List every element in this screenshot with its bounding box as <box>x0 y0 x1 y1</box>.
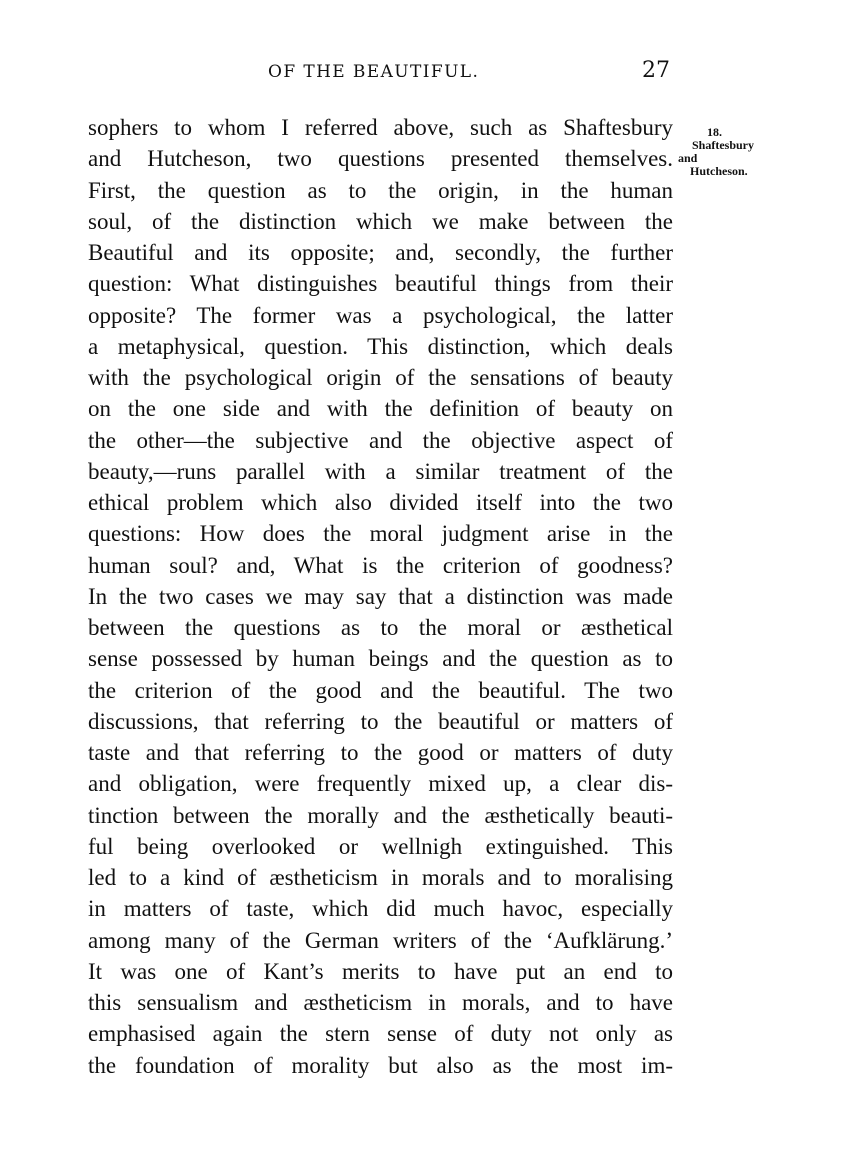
text-line: with the psychological origin of the sensations of beauty <box>88 365 673 390</box>
text-line: between the questions as to the moral or æsthetical <box>88 615 673 640</box>
text-line: and obligation, were frequently mixed up, a clear dis- <box>88 771 673 797</box>
margin-note-line: Hutcheson. <box>690 164 748 178</box>
text-line: a metaphysical, question. This distinction, which deals <box>88 333 673 359</box>
text-line: sophers to whom I referred above, such as Shaftesbury <box>88 115 673 140</box>
text-line: ethical problem which also divided itself into the two <box>88 490 673 515</box>
text-line: led to a kind of æstheticism in morals and to moralising <box>88 865 673 890</box>
text-line: First, the question as to the origin, in the human <box>88 177 673 203</box>
text-line: the criterion of the good and the beautiful. The two <box>88 677 673 703</box>
text-line: emphasised again the stern sense of duty not only as <box>88 1021 673 1047</box>
running-header-title: OF THE BEAUTIFUL. <box>268 62 480 82</box>
margin-note-line: and <box>678 151 698 165</box>
margin-note-line: Shaftesbury <box>692 138 755 152</box>
text-line: taste and that referring to the good or matters of duty <box>88 740 673 765</box>
text-line: It was one of Kant’s merits to have put an end to <box>88 958 673 984</box>
margin-note-number: 18. <box>707 125 722 139</box>
text-line: opposite? The former was a psychological, the latter <box>88 302 673 328</box>
text-line: sense possessed by human beings and the question as to <box>88 646 673 672</box>
text-line: and Hutcheson, two questions presented themselves. <box>88 146 673 172</box>
text-line: in matters of taste, which did much havoc, especially <box>88 896 673 922</box>
margin-note <box>678 126 754 178</box>
text-line: human soul? and, What is the criterion of goodness? <box>88 552 673 578</box>
text-line: tinction between the morally and the æsthetically beauti- <box>88 802 673 828</box>
text-line: questions: How does the moral judgment arise in the <box>88 521 673 547</box>
text-line: discussions, that referring to the beautiful or matters of <box>88 708 673 734</box>
text-line: the other—the subjective and the objective aspect of <box>88 427 673 453</box>
text-line: ful being overlooked or wellnigh extinguished. This <box>88 833 673 859</box>
text-line: beauty,—runs parallel with a similar treatment of the <box>88 458 673 484</box>
body-text <box>88 112 673 1081</box>
text-line: soul, of the distinction which we make between the <box>88 208 673 234</box>
text-line: this sensualism and æstheticism in morals, and to have <box>88 990 673 1015</box>
text-line: Beautiful and its opposite; and, secondly, the further <box>88 240 673 265</box>
text-line: among many of the German writers of the ‘Aufklärung.’ <box>88 927 673 953</box>
page-number: 27 <box>642 58 670 83</box>
text-line: on the one side and with the definition of beauty on <box>88 396 673 422</box>
text-line: question: What distinguishes beautiful things from their <box>88 271 673 297</box>
text-line: In the two cases we may say that a distinction was made <box>88 583 673 609</box>
text-line: the foundation of morality but also as the most im- <box>88 1052 673 1078</box>
